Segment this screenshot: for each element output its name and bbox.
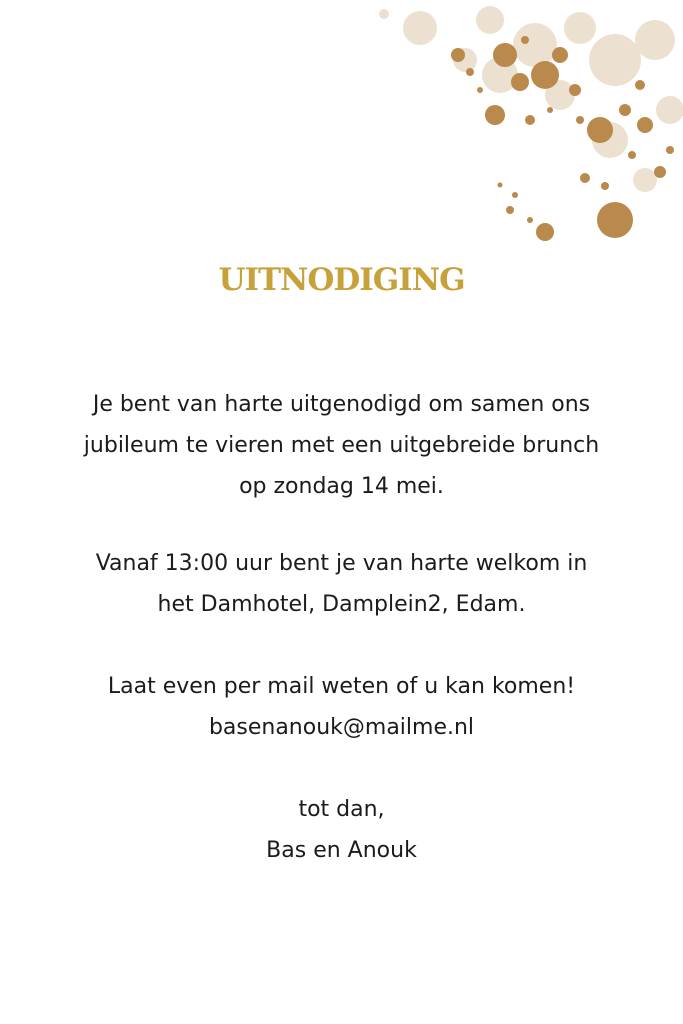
invitation-title: UITNODIGING (218, 262, 465, 298)
event-location: het Damhotel, Damplein2, Edam. (157, 592, 526, 617)
invitation-paragraph (0, 384, 683, 507)
invitation-line: Je bent van harte uitgenodigd om samen ons (92, 392, 591, 417)
rsvp-request: Laat even per mail weten of u kan komen! (107, 674, 576, 699)
rsvp-paragraph (0, 666, 683, 748)
signature: Bas en Anouk (266, 838, 417, 863)
closing-text: tot dan, (298, 797, 385, 822)
invitation-line: jubileum te vieren met een uitgebreide brunch (83, 433, 600, 458)
rsvp-email: basenanouk@mailme.nl (208, 715, 475, 740)
gold-splash-decoration (370, 0, 683, 250)
event-date: op zondag 14 mei. (239, 474, 444, 499)
location-paragraph (0, 543, 683, 625)
event-time: Vanaf 13:00 uur bent je van harte welkom in (95, 551, 588, 576)
closing-paragraph (0, 789, 683, 871)
